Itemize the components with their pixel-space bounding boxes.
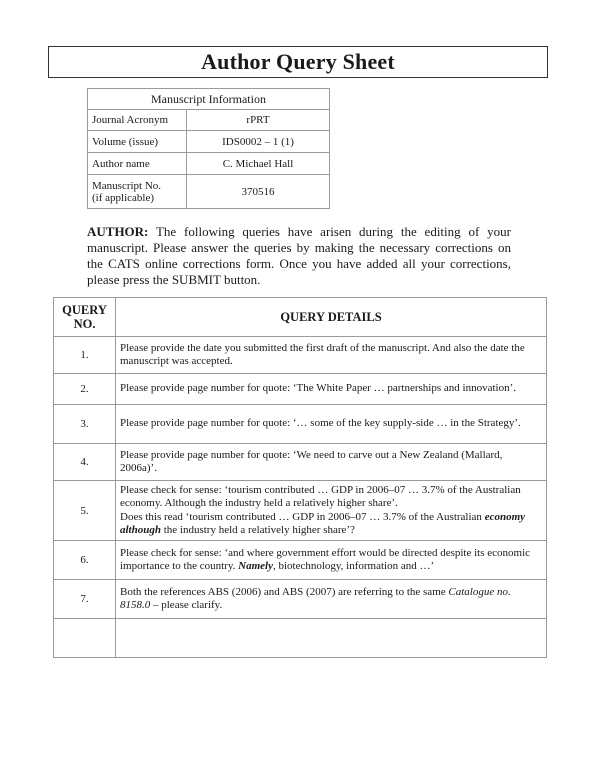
table-row (54, 444, 547, 481)
table-row (54, 337, 547, 374)
table-row (54, 541, 547, 580)
query-number: 5. (54, 481, 116, 541)
info-label (88, 175, 187, 209)
info-label: Author name (88, 153, 187, 175)
query-number-empty (54, 619, 116, 658)
query-text-part: – please clarify. (150, 599, 223, 611)
info-label: Journal Acronym (88, 110, 187, 131)
query-text-part: Please check for sense: ‘tourism contributed … GDP in 2006–07 … 3.7% of the Australian economy. Although the industry held a relatively higher share’. (120, 483, 521, 509)
manuscript-info-header: Manuscript Information (88, 89, 330, 110)
instructions-text: The following queries have arisen during the editing of your manuscript. Please answer the queries by making the necessary corrections on the CATS online corrections form. Once you have added all your corrections, please press the SUBMIT button. (87, 224, 511, 287)
query-number: 4. (54, 444, 116, 481)
query-table-header (54, 298, 547, 337)
info-label: Volume (issue) (88, 131, 187, 153)
query-number: 6. (54, 541, 116, 580)
query-text: Please provide page number for quote: ‘… some of the key supply-side … in the Strategy’. (116, 405, 547, 444)
query-text (116, 481, 547, 541)
table-row (54, 374, 547, 405)
info-label-line: Manuscript No. (92, 179, 162, 192)
info-row-volume (88, 131, 330, 153)
query-number: 7. (54, 580, 116, 619)
info-row-manuscript-no (88, 175, 330, 209)
query-number: 3. (54, 405, 116, 444)
info-value: 370516 (187, 175, 330, 209)
table-row (54, 580, 547, 619)
table-row-empty (54, 619, 547, 658)
header-line: NO. (73, 317, 96, 331)
manuscript-info-table (87, 88, 330, 209)
info-value: C. Michael Hall (187, 153, 330, 175)
page-title: Author Query Sheet (201, 49, 395, 74)
info-value: IDS0002 – 1 (1) (187, 131, 330, 153)
author-label: AUTHOR: (87, 224, 149, 239)
query-details-header: QUERY DETAILS (116, 298, 547, 337)
title-box (48, 46, 548, 78)
query-text-part: Please check for sense: ‘and where government effort would be directed despite its economic importance to the country. (120, 546, 531, 572)
query-text: Please provide page number for quote: ‘We need to carve out a New Zealand (Mallard, 2006a)’. (116, 444, 547, 481)
query-emphasis: Catalogue no. 8158.0 (120, 585, 511, 611)
query-no-header (54, 298, 116, 337)
table-row (54, 481, 547, 541)
query-text-empty (116, 619, 547, 658)
header-line: QUERY (62, 303, 107, 317)
info-value: rPRT (187, 110, 330, 131)
info-row-journal (88, 110, 330, 131)
query-text: Please provide page number for quote: ‘The White Paper … partnerships and innovation’. (116, 374, 547, 405)
query-text-part: the industry held a relatively higher share’? (160, 524, 355, 536)
query-number: 1. (54, 337, 116, 374)
author-instructions (87, 224, 511, 288)
info-row-author (88, 153, 330, 175)
query-emphasis: economy although (120, 510, 526, 536)
query-emphasis: Namely (238, 560, 273, 572)
query-text-part: , biotechnology, information and …’ (272, 560, 435, 572)
query-text: Please provide the date you submitted the first draft of the manuscript. And also the date the manuscript was accepted. (116, 337, 547, 374)
query-text-part: Does this read ‘tourism contributed … GDP in 2006–07 … 3.7% of the Australian (120, 510, 482, 523)
table-row (54, 405, 547, 444)
query-text (116, 580, 547, 619)
query-table (53, 297, 547, 658)
query-number: 2. (54, 374, 116, 405)
query-text-part: Both the references ABS (2006) and ABS (2007) are referring to the same (120, 585, 449, 598)
query-text (116, 541, 547, 580)
info-label-line: (if applicable) (92, 191, 154, 204)
